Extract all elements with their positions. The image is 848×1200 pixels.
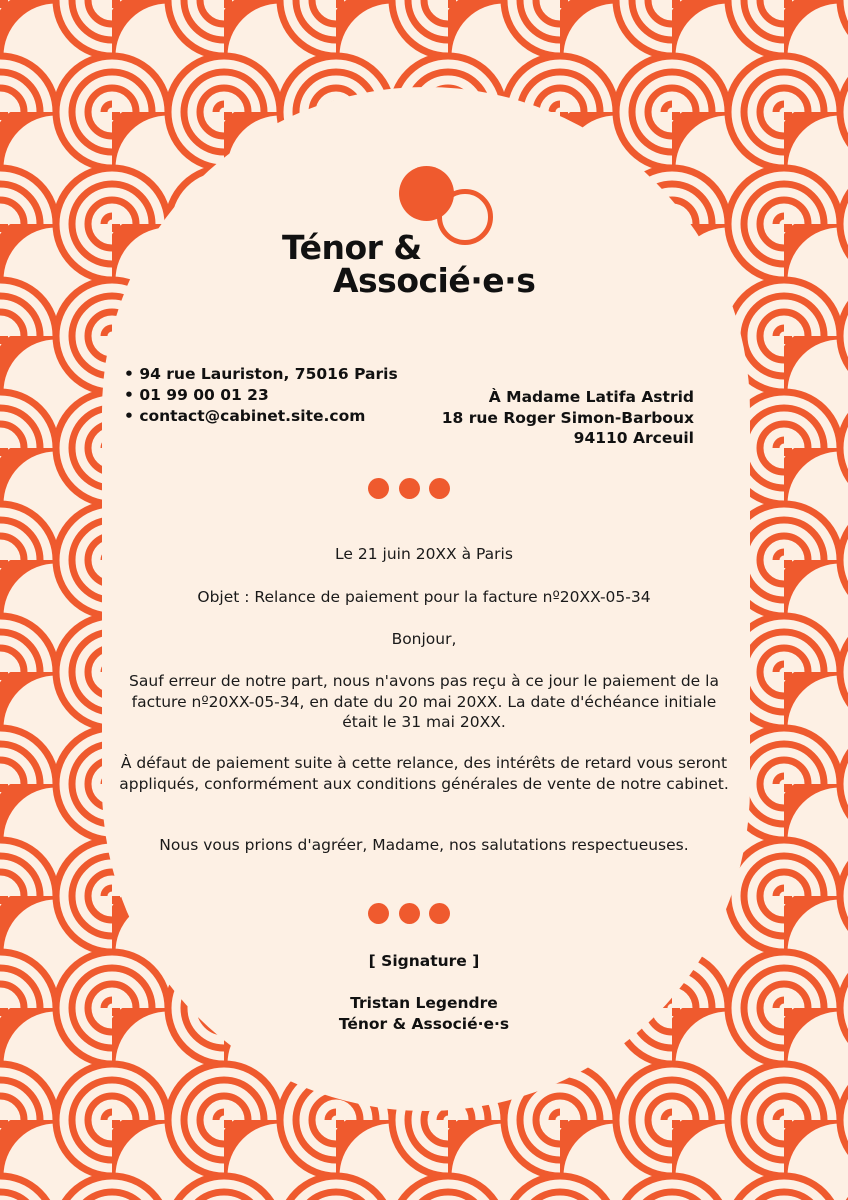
dot-icon — [429, 903, 450, 924]
logo-text-line1: Ténor & — [282, 228, 422, 267]
letter-subject: Objet : Relance de paiement pour la facture nº20XX-05-34 — [197, 588, 651, 606]
signer-name: Tristan Legendre — [350, 994, 498, 1012]
dot-icon — [429, 478, 450, 499]
logo-text-line2: Associé·e·s — [333, 261, 536, 300]
recipient-block — [442, 387, 694, 449]
sender-phone: • 01 99 00 01 23 — [124, 385, 398, 406]
letter-date: Le 21 juin 20XX à Paris — [335, 545, 513, 563]
divider-dots-bottom — [368, 903, 450, 925]
logo-ring-circle-icon — [437, 189, 493, 245]
recipient-name: À Madame Latifa Astrid — [488, 388, 694, 406]
signer-company: Ténor & Associé·e·s — [338, 1014, 510, 1033]
dot-icon — [399, 903, 420, 924]
sender-address: • 94 rue Lauriston, 75016 Paris — [124, 364, 398, 385]
dot-icon — [368, 903, 389, 924]
signer-block — [118, 993, 730, 1034]
dot-icon — [399, 478, 420, 499]
recipient-street: 18 rue Roger Simon-Barboux — [441, 408, 694, 427]
dot-icon — [368, 478, 389, 499]
letter-paragraph-2: À défaut de paiement suite à cette relance, des intérêts de retard vous seront appliqués, conformément aux conditions générales de vente de notre cabinet. — [119, 754, 729, 793]
recipient-city: 94110 Arceuil — [573, 429, 694, 447]
letter-greeting: Bonjour, — [391, 630, 457, 648]
letter-closing: Nous vous prions d'agréer, Madame, nos salutations respectueuses. — [159, 836, 689, 854]
sender-contact — [124, 364, 398, 427]
letter-paragraph-1: Sauf erreur de notre part, nous n'avons pas reçu à ce jour le paiement de la facture nº20XX-05-34, en date du 20 mai 20XX. La date d'échéance initiale était le 31 mai 20XX. — [129, 672, 719, 731]
sender-email: • contact@cabinet.site.com — [124, 406, 398, 427]
signature-placeholder: [ Signature ] — [368, 952, 480, 970]
divider-dots-top — [368, 478, 450, 500]
